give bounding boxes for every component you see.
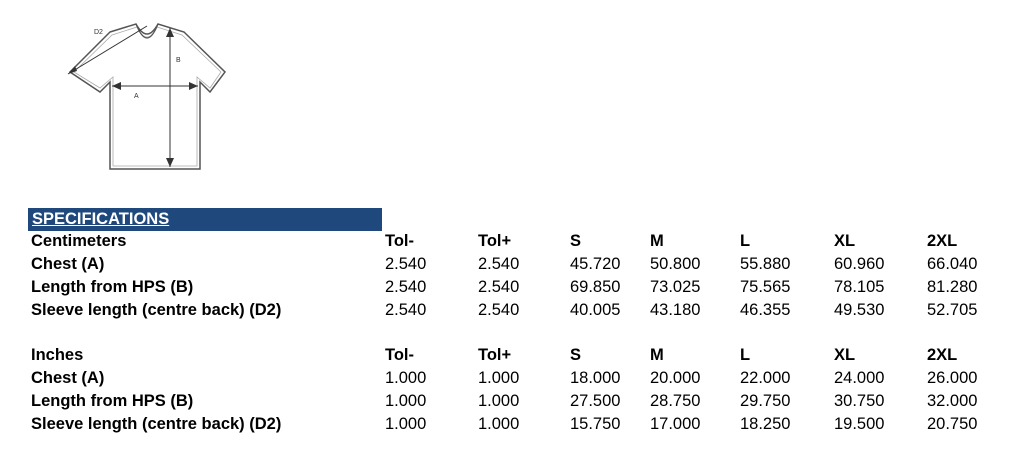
cell: 52.705 [927, 301, 978, 319]
col-header: 2XL [927, 232, 958, 250]
row-label: Sleeve length (centre back) (D2) [31, 415, 282, 433]
col-header: Tol- [385, 232, 415, 250]
col-header: Tol- [385, 346, 415, 364]
cell: 27.500 [570, 392, 621, 410]
cell: 2.540 [385, 278, 427, 296]
col-header: L [740, 346, 751, 364]
cell: 43.180 [650, 301, 701, 319]
cell: 20.000 [650, 369, 701, 387]
cell: 69.850 [570, 278, 621, 296]
cell: 19.500 [834, 415, 885, 433]
cell: 2.540 [478, 278, 520, 296]
cell: 55.880 [740, 255, 791, 273]
specifications-header [28, 208, 382, 231]
table-row [0, 415, 1024, 437]
dimension-d2-line [68, 26, 147, 74]
table-row [0, 278, 1024, 300]
row-label: Length from HPS (B) [31, 278, 194, 296]
cell: 2.540 [385, 301, 427, 319]
cell: 29.750 [740, 392, 791, 410]
col-header: Tol+ [478, 232, 512, 250]
cell: 24.000 [834, 369, 885, 387]
label-d2: D2 [94, 29, 103, 36]
label-a: A [134, 93, 139, 100]
cell: 26.000 [927, 369, 978, 387]
unit-label: Inches [31, 346, 84, 364]
cell: 17.000 [650, 415, 701, 433]
cell: 2.540 [385, 255, 427, 273]
table-row [0, 392, 1024, 414]
cell: 1.000 [385, 392, 427, 410]
cell: 45.720 [570, 255, 621, 273]
cell: 49.530 [834, 301, 885, 319]
row-label: Length from HPS (B) [31, 392, 194, 410]
in-header-row [0, 346, 1024, 368]
col-header: S [570, 232, 582, 250]
cell: 32.000 [927, 392, 978, 410]
col-header: M [650, 232, 664, 250]
cell: 2.540 [478, 255, 520, 273]
col-header: S [570, 346, 582, 364]
col-header: XL [834, 346, 856, 364]
row-label: Chest (A) [31, 369, 105, 387]
cell: 18.250 [740, 415, 791, 433]
cell: 1.000 [385, 415, 427, 433]
cell: 20.750 [927, 415, 978, 433]
cell: 81.280 [927, 278, 978, 296]
cell: 50.800 [650, 255, 701, 273]
cell: 1.000 [385, 369, 427, 387]
unit-label: Centimeters [31, 232, 127, 250]
cell: 18.000 [570, 369, 621, 387]
col-header: XL [834, 232, 856, 250]
cell: 73.025 [650, 278, 701, 296]
cm-header-row [0, 232, 1024, 254]
cell: 22.000 [740, 369, 791, 387]
table-row [0, 301, 1024, 323]
col-header: L [740, 232, 751, 250]
cell: 30.750 [834, 392, 885, 410]
specifications-title: SPECIFICATIONS [32, 210, 170, 228]
tshirt-outline [70, 24, 225, 169]
table-row [0, 369, 1024, 391]
row-label: Chest (A) [31, 255, 105, 273]
cell: 28.750 [650, 392, 701, 410]
label-b: B [176, 57, 181, 64]
cell: 1.000 [478, 415, 520, 433]
col-header: M [650, 346, 664, 364]
cell: 1.000 [478, 392, 520, 410]
cell: 78.105 [834, 278, 885, 296]
col-header: 2XL [927, 346, 958, 364]
cell: 1.000 [478, 369, 520, 387]
cell: 46.355 [740, 301, 791, 319]
cell: 2.540 [478, 301, 520, 319]
cell: 66.040 [927, 255, 978, 273]
col-header: Tol+ [478, 346, 512, 364]
cell: 75.565 [740, 278, 791, 296]
cell: 40.005 [570, 301, 621, 319]
tshirt-diagram [60, 14, 235, 174]
cell: 15.750 [570, 415, 621, 433]
table-row [0, 255, 1024, 277]
row-label: Sleeve length (centre back) (D2) [31, 301, 282, 319]
cell: 60.960 [834, 255, 885, 273]
